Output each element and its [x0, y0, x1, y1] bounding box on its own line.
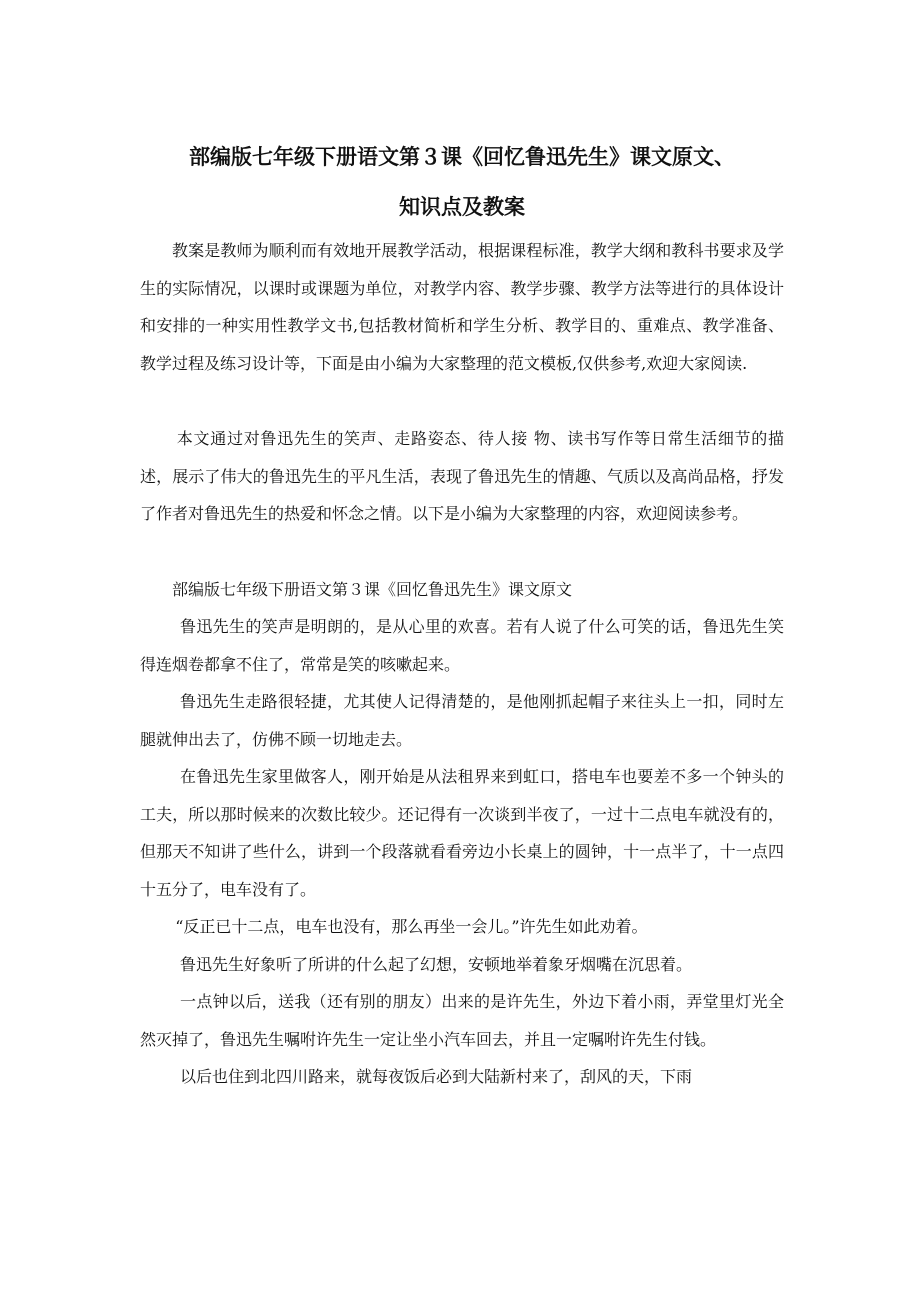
spacer — [140, 533, 784, 571]
body-paragraph-4: “反正已十二点，电车也没有，那么再坐一会儿。”许先生如此劝着。 — [175, 917, 648, 936]
summary-paragraph: 本文通过对鲁迅先生的笑声、走路姿态、待人接 物、读书写作等日常生活细节的描述，展示了伟大的鲁迅先生的平凡生活，表现了鲁迅先生的情趣、气质以及高尚品格，抒发了作者对鲁迅先生的热爱和怀念之情。以下是小编为大家整理的内容，欢迎阅读参考。 — [140, 429, 784, 523]
spacer — [140, 382, 784, 420]
title-line-1: 部编版七年级下册语文第３课《回忆鲁迅先生》课文原文、 — [189, 145, 735, 169]
body-paragraph-7: 以后也住到北四川路来，就每夜饭后必到大陆新村来了，刮风的天，下雨 — [180, 1067, 693, 1086]
intro-paragraph: 教案是教师为顺利而有效地开展教学活动，根据课程标准，教学大纲和教科书要求及学生的实际情况，以课时或课题为单位，对教学内容、教学步骤、教学方法等进行的具体设计和安排的一种实用性教学文书,包括教材简析和学生分析、教学目的、重难点、教学准备、教学过程及练习设计等，下面是由小编为大家整理的范文模板,仅供参考,欢迎大家阅读. — [140, 241, 784, 373]
document-title — [140, 132, 784, 232]
document-page — [140, 132, 784, 1096]
body-paragraph-2: 鲁迅先生走路很轻捷，尤其使人记得清楚的，是他刚抓起帽子来往头上一扣，同时左腿就伸出去了，仿佛不顾一切地走去。 — [140, 692, 784, 749]
section-heading: 部编版七年级下册语文第３课《回忆鲁迅先生》课文原文 — [172, 579, 573, 599]
body-paragraph-1: 鲁迅先生的笑声是明朗的，是从心里的欢喜。若有人说了什么可笑的话，鲁迅先生笑得连烟卷都拿不住了，常常是笑的咳嗽起来。 — [140, 617, 784, 674]
title-line-2: 知识点及教案 — [399, 195, 525, 219]
body-paragraph-6: 一点钟以后，送我（还有别的朋友）出来的是许先生，外边下着小雨，弄堂里灯光全然灭掉了，鲁迅先生嘱咐许先生一定让坐小汽车回去，并且一定嘱咐许先生付钱。 — [140, 992, 784, 1049]
body-paragraph-3: 在鲁迅先生家里做客人，刚开始是从法租界来到虹口，搭电车也要差不多一个钟头的工夫，所以那时候来的次数比较少。还记得有一次谈到半夜了，一过十二点电车就没有的，但那天不知讲了些什么，讲到一个段落就看看旁边小长桌上的圆钟，十一点半了，十一点四十五分了，电车没有了。 — [140, 767, 784, 899]
body-paragraph-5: 鲁迅先生好象听了所讲的什么起了幻想，安顿地举着象牙烟嘴在沉思着。 — [180, 954, 693, 974]
